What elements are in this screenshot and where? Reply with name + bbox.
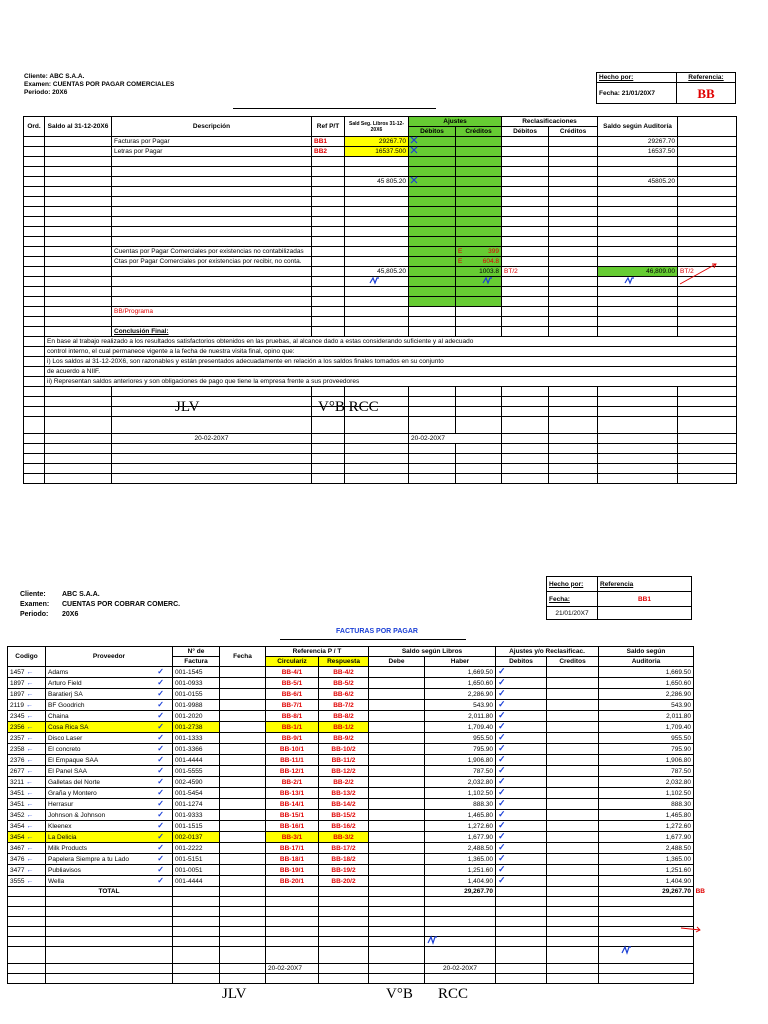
response-cell: BB-9/2 [319, 733, 369, 744]
provider-name: La Delicia [48, 833, 77, 841]
check-icon: ✓ [157, 689, 164, 698]
response-cell: BB-17/2 [319, 843, 369, 854]
code-value: 3211 [10, 778, 24, 786]
auditoria-cell: 45805.20 [598, 177, 678, 187]
code-value: 1457 [10, 668, 25, 676]
code-value: 3477 [10, 866, 25, 874]
provider-name: El Panel SAA [48, 767, 88, 775]
col-header-n-de: N° de [173, 647, 220, 657]
program-cell: BB/Programa [112, 307, 312, 317]
col-header-ord: Ord. [24, 117, 45, 137]
period-text: Periodo: 20X6 [24, 89, 68, 96]
libros-cell: 45 805.20 [345, 177, 409, 187]
check-icon: ✓ [498, 688, 506, 698]
provider-name: Cosa Rica SA [48, 723, 89, 731]
invoice-cell: 001-2222 [173, 843, 220, 854]
adjustment-value: 604.8 [482, 258, 500, 265]
check-icon: ✓ [157, 854, 164, 863]
response-cell: BB-2/2 [319, 777, 369, 788]
auditoria-cell: 2,286.90 [599, 689, 694, 700]
signature-jlv: JLV [175, 399, 200, 415]
col-header-libros: Sald Seg. Libros 31-12-20X6 [345, 117, 409, 137]
col-header-proveedor: Proveedor [46, 647, 173, 667]
ref-cell: BB2 [312, 147, 345, 157]
col-header-referencia: Referencia P / T [266, 647, 369, 657]
conclusion-line: En base al trabajo realizado a los resultados satisfactorios obtenidos en las pruebas, al alcance dado a estas considerando suficiente y al adecuado [45, 337, 737, 347]
invoice-cell: 001-9333 [173, 810, 220, 821]
check-icon: ✓ [498, 853, 506, 863]
col-header-ajustes: Ajustes [409, 117, 502, 127]
reference-code: BB [677, 83, 736, 104]
response-cell: BB-12/2 [319, 766, 369, 777]
invoice-cell: 001-1545 [173, 667, 220, 678]
invoice-cell: 001-4444 [173, 755, 220, 766]
code-value: 2677 [10, 767, 25, 775]
col-header-ajustes: Ajustes y/o Reclasificac. [496, 647, 599, 657]
check-icon: ✓ [498, 666, 506, 676]
client-value: ABC S.A.A. [62, 591, 100, 598]
check-icon: ✓ [498, 798, 506, 808]
circularization-cell: BB-6/1 [266, 689, 319, 700]
auditoria-cell: 1,906.80 [599, 755, 694, 766]
code-value: 2119 [10, 701, 24, 709]
circularization-cell: BB-7/1 [266, 700, 319, 711]
client-label: Cliente: [20, 591, 46, 598]
signature-date: 20-02-20X7 [409, 434, 502, 444]
code-value: 3454 [10, 822, 25, 830]
circularization-cell: BB-5/1 [266, 678, 319, 689]
check-icon: ✓ [157, 832, 164, 841]
code-value: 3451 [10, 800, 25, 808]
auditoria-cell: 46,809.00 [598, 267, 678, 277]
check-icon: ✓ [157, 711, 164, 720]
response-cell: BB-10/2 [319, 744, 369, 755]
total-auditoria-value: 29,267.70 [662, 888, 691, 895]
invoice-cell: 001-1274 [173, 799, 220, 810]
check-icon: ✓ [157, 667, 164, 676]
conclusion-title: Conclusión Final: [112, 327, 312, 337]
code-value: 2358 [10, 745, 25, 753]
description-cell: Cuentas por Pagar Comerciales por existencias no contabilizadas [112, 247, 312, 257]
code-value: 3467 [10, 844, 25, 852]
invoice-cell: 001-0051 [173, 865, 220, 876]
col-header-debitos: Débitos [409, 127, 456, 137]
check-icon: ✓ [157, 810, 164, 819]
invoice-cell: 001-1515 [173, 821, 220, 832]
conclusion-line: i) Los saldos al 31-12-20X6, son razonables y están presentados adecuadamente en relación a los saldos finales tomados en su conjunto [45, 357, 737, 367]
signature-date: 20-02-20X7 [112, 434, 312, 444]
exam-text: Examen: CUENTAS POR PAGAR COMERCIALES [24, 81, 175, 88]
arrow-left-icon: ← [26, 756, 34, 764]
auditoria-cell: 1,102.50 [599, 788, 694, 799]
check-icon: ✓ [498, 732, 506, 742]
provider-name: Chaina [48, 712, 69, 720]
check-icon: ✓ [157, 766, 164, 775]
creditos-cell: 1003.8 [456, 267, 502, 277]
auditoria-cell: 2,488.50 [599, 843, 694, 854]
signature-rcc: RCC [438, 986, 469, 1002]
check-icon: ✓ [498, 842, 506, 852]
response-cell: BB-16/2 [319, 821, 369, 832]
circularization-cell: BB-10/1 [266, 744, 319, 755]
arrow-left-icon: ← [26, 833, 34, 841]
circularization-cell: BB-9/1 [266, 733, 319, 744]
signature-vb-rcc: V°B RCC [318, 399, 379, 415]
circularization-cell: BB-16/1 [266, 821, 319, 832]
check-icon: ✓ [498, 787, 506, 797]
invoice-cell: 001-0155 [173, 689, 220, 700]
haber-value: 543.90 [473, 701, 493, 709]
response-cell: BB-15/2 [319, 810, 369, 821]
check-icon: ✓ [498, 699, 506, 709]
made-by-label: Hecho por: [597, 73, 677, 83]
cell: BT/2 [678, 267, 737, 277]
response-cell: BB-11/2 [319, 755, 369, 766]
circularization-cell: BB-12/1 [266, 766, 319, 777]
col-header-factura: Factura [173, 657, 220, 667]
arrow-left-icon: ← [26, 855, 34, 863]
col-header-debe: Debe [369, 657, 425, 667]
haber-value: 1,404.90 [467, 877, 493, 885]
haber-value: 1,906.80 [467, 756, 493, 764]
circularization-cell: BB-11/1 [266, 755, 319, 766]
total-arrow-icon [681, 927, 700, 932]
response-cell: BB-1/2 [319, 722, 369, 733]
col-header-creditos: Creditos [547, 657, 599, 667]
adjustment-mark: E [458, 258, 463, 265]
col-header-ref-pt: Ref P/T [312, 117, 345, 137]
code-value: 1897 [10, 690, 25, 698]
auditoria-cell: 888.30 [599, 799, 694, 810]
arrow-left-icon: ← [26, 723, 34, 731]
invoice-cell: 001-2738 [173, 722, 220, 733]
code-value: 1897 [10, 679, 25, 687]
haber-value: 787.50 [473, 767, 493, 775]
conclusion-line: ii) Representan saldos anteriores y son obligaciones de pago que tiene la empresa frente a sus proveedores [45, 377, 737, 387]
col-header-reclasificaciones: Reclasificaciones [502, 117, 598, 127]
check-icon: ✓ [157, 876, 164, 885]
auditoria-cell: 1,677.90 [599, 832, 694, 843]
col-header-haber: Haber [425, 657, 496, 667]
description-cell: Ctas por Pagar Comerciales por existencias por recibir, no conta. [112, 257, 312, 267]
provider-name: Graña y Montero [48, 789, 97, 797]
invoice-cell: 001-1333 [173, 733, 220, 744]
reference-label: Referencia: [677, 73, 736, 83]
col-header-creditos: Créditos [549, 127, 598, 137]
check-icon: ✓ [498, 820, 506, 830]
col-header-saldo-segun: Saldo según [599, 647, 694, 657]
auditoria-cell: 29267.70 [598, 137, 678, 147]
col-header-auditoria: Auditoria [599, 657, 694, 667]
check-icon: ✓ [157, 788, 164, 797]
haber-value: 1,365.00 [467, 855, 493, 863]
check-icon: ✓ [498, 743, 506, 753]
circularization-cell: BB-13/1 [266, 788, 319, 799]
circularization-cell: BB-15/1 [266, 810, 319, 821]
auditoria-cell: 16537.50 [598, 147, 678, 157]
arrow-left-icon: ← [26, 668, 34, 676]
check-icon: ✓ [157, 843, 164, 852]
haber-value: 2,488.50 [467, 844, 493, 852]
auditoria-cell: 787.50 [599, 766, 694, 777]
code-value: 3555 [10, 877, 25, 885]
haber-value: 1,102.50 [467, 789, 493, 797]
col-header-saldo-al: Saldo al 31-12-20X6 [45, 117, 112, 137]
haber-value: 1,669.50 [467, 668, 493, 676]
check-icon: ✓ [498, 765, 506, 775]
provider-name: Herrasur [48, 800, 74, 808]
col-header-descripcion: Descripción [112, 117, 312, 137]
check-icon: ✓ [498, 721, 506, 731]
col-header-circulariz: Circulariz [266, 657, 319, 667]
col-header-debitos: Débitos [502, 127, 549, 137]
haber-value: 2,011.80 [468, 712, 493, 720]
signature-date: 20-02-20X7 [425, 964, 496, 974]
circularization-cell: BB-20/1 [266, 876, 319, 887]
auditoria-cell: 543.90 [599, 700, 694, 711]
arrow-left-icon: ← [26, 877, 34, 885]
circularization-cell: BB-14/1 [266, 799, 319, 810]
circularization-cell: BB-19/1 [266, 865, 319, 876]
provider-name: Milk Products [48, 844, 88, 852]
exam-label: Examen: [20, 601, 50, 608]
provider-name: Adams [48, 668, 69, 676]
signature-vb: V°B [386, 986, 413, 1002]
auditoria-cell: 1,272.60 [599, 821, 694, 832]
auditoria-cell: 1,709.40 [599, 722, 694, 733]
provider-name: El concreto [48, 745, 81, 753]
invoice-cell: 001-0933 [173, 678, 220, 689]
invoice-cell: 001-5555 [173, 766, 220, 777]
auditoria-cell: 1,404.90 [599, 876, 694, 887]
code-value: 2356 [10, 723, 25, 731]
col-header-saldo-libros: Saldo según Libros [369, 647, 496, 657]
code-value: 3452 [10, 811, 25, 819]
auditoria-cell: 1,650.60 [599, 678, 694, 689]
auditoria-cell: 1,365.00 [599, 854, 694, 865]
total-mark: BB [695, 888, 705, 895]
conclusion-line: control interno, el cual permanece vigente a la fecha de nuestra visita final, opino que: [45, 347, 737, 357]
arrow-left-icon: ← [26, 679, 34, 687]
circularization-cell: BB-17/1 [266, 843, 319, 854]
circularization-cell: BB-3/1 [266, 832, 319, 843]
reference-label: Referencia [598, 577, 692, 592]
conclusion-line: de acuerdo a NIIF. [45, 367, 737, 377]
circularization-cell: BB-18/1 [266, 854, 319, 865]
haber-value: 1,251.60 [467, 866, 493, 874]
response-cell: BB-7/2 [319, 700, 369, 711]
arrow-left-icon: ← [26, 745, 34, 753]
made-by-label: Hecho por: [547, 577, 598, 592]
bottom-subtitle: FACTURAS POR PAGAR [336, 628, 418, 635]
code-value: 2345 [10, 712, 25, 720]
cell: BT/2 [502, 267, 549, 277]
col-header-codigo: Codigo [8, 647, 46, 667]
arrow-left-icon: ← [26, 844, 34, 852]
provider-name: Johnson & Johnson [48, 811, 106, 819]
auditoria-cell: 795.90 [599, 744, 694, 755]
check-icon: ✓ [157, 865, 164, 874]
response-cell: BB-3/2 [319, 832, 369, 843]
check-icon: ✓ [157, 821, 164, 830]
check-icon: ✓ [498, 864, 506, 874]
col-header-auditoria: Saldo según Auditoría [598, 117, 678, 137]
period-value: 20X6 [62, 611, 79, 618]
total-label: TOTAL [46, 887, 173, 897]
col-header-creditos: Créditos [456, 127, 502, 137]
check-icon: ✓ [157, 700, 164, 709]
haber-value: 2,286.90 [467, 690, 493, 698]
check-icon: ✓ [157, 744, 164, 753]
check-icon: ✓ [498, 875, 506, 885]
arrow-left-icon: ← [26, 866, 34, 874]
tick-mark-icon [428, 937, 631, 953]
invoice-cell: 001-4444 [173, 876, 220, 887]
signature-date: 20-02-20X7 [266, 964, 319, 974]
circularization-cell: BB-1/1 [266, 722, 319, 733]
haber-value: 1,465.80 [467, 811, 493, 819]
provider-name: Publiavisos [48, 866, 81, 874]
code-value: 3476 [10, 855, 25, 863]
haber-value: 888.30 [473, 800, 493, 808]
haber-value: 955.50 [473, 734, 493, 742]
circularization-cell: BB-4/1 [266, 667, 319, 678]
arrow-left-icon: ← [26, 811, 34, 819]
check-icon: ✓ [157, 755, 164, 764]
auditoria-cell: 2,011.80 [599, 711, 694, 722]
date-label: Fecha: [547, 592, 598, 607]
invoice-cell: 001-3366 [173, 744, 220, 755]
auditoria-cell: 1,465.80 [599, 810, 694, 821]
period-label: Periodo: [20, 611, 49, 618]
haber-value: 1,650.60 [467, 679, 493, 687]
description-cell: Letras por Pagar [112, 147, 312, 157]
arrow-left-icon: ← [25, 778, 33, 786]
response-cell: BB-6/2 [319, 689, 369, 700]
col-header-fecha: Fecha [220, 647, 266, 667]
total-haber-cell: 29,267.70 [425, 887, 496, 897]
signature-jlv: JLV [222, 986, 247, 1002]
provider-name: Kleenex [48, 822, 72, 830]
check-icon: ✓ [498, 831, 506, 841]
provider-name: Wella [48, 877, 65, 885]
invoice-cell: 001-5454 [173, 788, 220, 799]
provider-name: Papelera Siempre a tu Lado [48, 855, 129, 863]
arrow-left-icon: ← [26, 767, 34, 775]
haber-value: 1,272.60 [467, 822, 493, 830]
adjustment-value: 399 [488, 248, 500, 255]
provider-name: Arturo Field [48, 679, 82, 687]
code-value: 3454 [10, 833, 25, 841]
code-value: 2357 [10, 734, 25, 742]
auditoria-cell: 1,669.50 [599, 667, 694, 678]
response-cell: BB-13/2 [319, 788, 369, 799]
auditoria-cell: 2,032.80 [599, 777, 694, 788]
invoice-cell: 001-9988 [173, 700, 220, 711]
check-icon: ✓ [498, 776, 506, 786]
provider-name: BF Goodrich [48, 701, 85, 709]
auditoria-cell: 1,251.60 [599, 865, 694, 876]
check-icon: ✓ [157, 722, 164, 731]
circularization-cell: BB-2/1 [266, 777, 319, 788]
arrow-left-icon: ← [26, 822, 34, 830]
provider-name: El Empaque SAA [48, 756, 99, 764]
libros-cell: 29267.70 [345, 137, 409, 147]
arrow-left-icon: ← [26, 712, 34, 720]
invoice-cell: 001-5151 [173, 854, 220, 865]
response-cell: BB-18/2 [319, 854, 369, 865]
circularization-cell: BB-8/1 [266, 711, 319, 722]
client-text: Cliente: ABC S.A.A. [24, 73, 85, 80]
provider-name: Disco Laser [48, 734, 83, 742]
haber-value: 2,032.80 [467, 778, 493, 786]
check-icon: ✓ [498, 677, 506, 687]
haber-value: 1,709.40 [467, 723, 493, 731]
response-cell: BB-20/2 [319, 876, 369, 887]
invoice-cell: 002-0137 [173, 832, 220, 843]
haber-value: 1,677.90 [467, 833, 493, 841]
libros-cell: 45,805.20 [345, 267, 409, 277]
response-cell: BB-14/2 [319, 799, 369, 810]
haber-value: 795.90 [473, 745, 493, 753]
provider-name: Baratierj SA [48, 690, 83, 698]
exam-value: CUENTAS POR COBRAR COMERC. [62, 601, 181, 608]
check-icon: ✓ [157, 733, 164, 742]
ref-cell: BB1 [312, 137, 345, 147]
date-text: Fecha: 21/01/20X7 [597, 83, 677, 104]
check-icon: ✓ [157, 777, 164, 786]
code-value: 3451 [10, 789, 25, 797]
description-cell: Facturas por Pagar [112, 137, 312, 147]
invoice-cell: 002-4590 [173, 777, 220, 788]
reference-code: BB1 [598, 592, 692, 607]
libros-cell: 16537.500 [345, 147, 409, 157]
response-cell: BB-5/2 [319, 678, 369, 689]
adjustment-mark: E [458, 248, 463, 255]
response-cell: BB-8/2 [319, 711, 369, 722]
check-icon: ✓ [498, 710, 506, 720]
arrow-left-icon: ← [26, 734, 34, 742]
col-header-debitos: Debitos [496, 657, 547, 667]
response-cell: BB-19/2 [319, 865, 369, 876]
invoice-cell: 001-2020 [173, 711, 220, 722]
date-value: 21/01/20X7 [547, 607, 598, 620]
response-cell: BB-4/2 [319, 667, 369, 678]
check-icon: ✓ [498, 809, 506, 819]
check-icon: ✓ [498, 754, 506, 764]
arrow-left-icon: ← [26, 690, 34, 698]
col-header-respuesta: Respuesta [319, 657, 369, 667]
code-value: 2376 [10, 756, 25, 764]
provider-name: Galletas del Norte [48, 778, 101, 786]
arrow-left-icon: ← [26, 789, 34, 797]
arrow-left-icon: ← [26, 800, 34, 808]
check-icon: ✓ [157, 678, 164, 687]
check-icon: ✓ [157, 799, 164, 808]
arrow-left-icon: ← [25, 701, 33, 709]
auditoria-cell: 955.50 [599, 733, 694, 744]
